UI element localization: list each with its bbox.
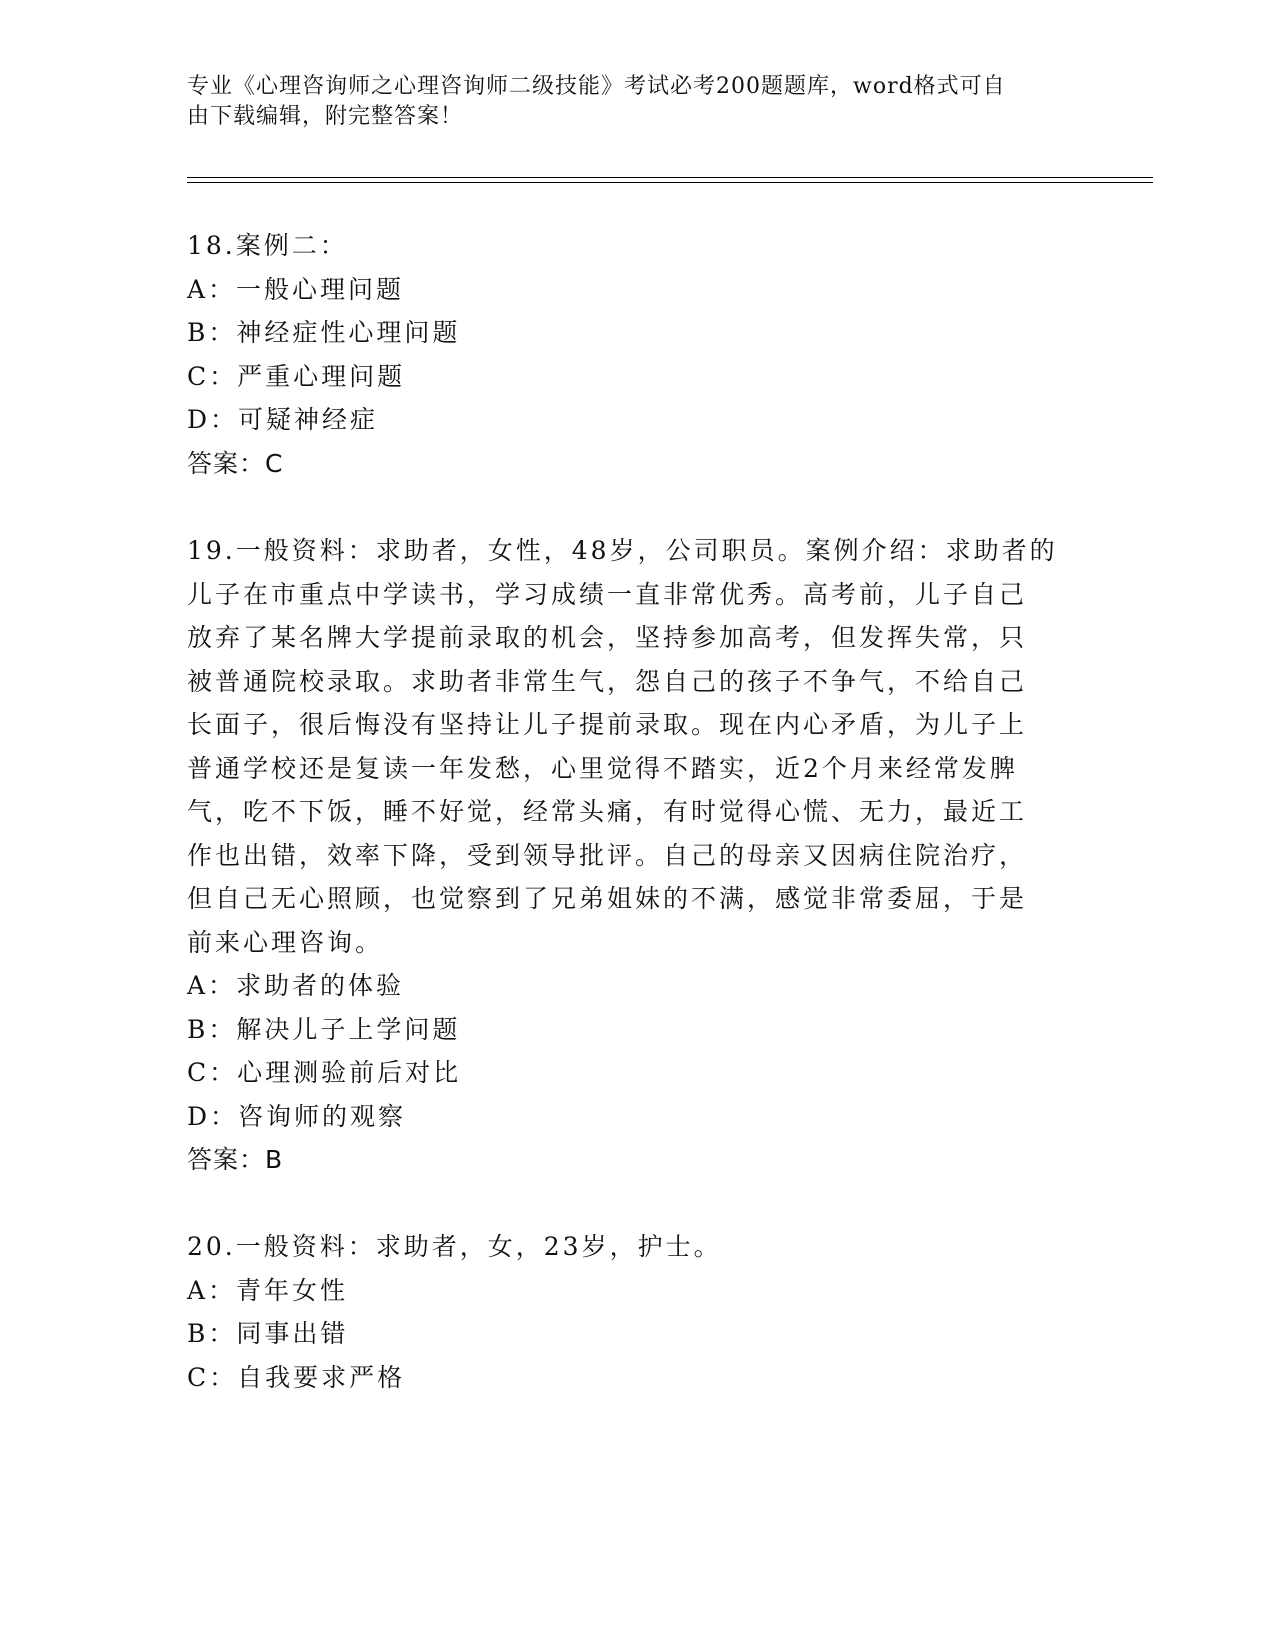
q20-option-a: A：青年女性	[187, 1276, 349, 1305]
q19-option-b: B：解决儿子上学问题	[187, 1015, 461, 1044]
q19-stem-line: 气，吃不下饭，睡不好觉，经常头痛，有时觉得心慌、无力，最近工	[187, 797, 1028, 826]
q18-stem-line: 18.案例二：	[187, 231, 348, 260]
q19-option-d: D：咨询师的观察	[187, 1102, 407, 1131]
header-line-1: 专业《心理咨询师之心理咨询师二级技能》考试必考200题题库，word格式可自	[187, 74, 1006, 99]
q19-stem-line: 被普通院校录取。求助者非常生气，怨自己的孩子不争气，不给自己	[187, 667, 1028, 696]
q18-answer: 答案：C	[187, 449, 284, 478]
document-header	[187, 72, 1087, 132]
q19-stem-line: 作也出错，效率下降，受到领导批评。自己的母亲又因病住院治疗，	[187, 841, 1028, 870]
q20-stem-line: 20.一般资料：求助者，女，23岁，护士。	[187, 1232, 722, 1261]
q19-stem-line: 前来心理咨询。	[187, 928, 384, 957]
q19-stem-line: 长面子，很后悔没有坚持让儿子提前录取。现在内心矛盾，为儿子上	[187, 710, 1028, 739]
header-rule-top	[187, 177, 1153, 178]
header-line-2: 由下载编辑，附完整答案！	[187, 104, 464, 129]
q19-option-c: C：心理测验前后对比	[187, 1058, 462, 1087]
q19-option-a: A：求助者的体验	[187, 971, 405, 1000]
q20-option-b: B：同事出错	[187, 1319, 349, 1348]
q18-option-b: B：神经症性心理问题	[187, 318, 461, 347]
q18-option-c: C：严重心理问题	[187, 362, 406, 391]
q19-stem-line: 普通学校还是复读一年发愁，心里觉得不踏实，近2个月来经常发脾	[187, 754, 1018, 783]
q18-option-d: D：可疑神经症	[187, 405, 379, 434]
q18-option-a: A：一般心理问题	[187, 275, 405, 304]
q19-stem-line: 放弃了某名牌大学提前录取的机会，坚持参加高考，但发挥失常，只	[187, 623, 1028, 652]
q19-stem-line: 19.一般资料：求助者，女性，48岁，公司职员。案例介绍：求助者的	[187, 536, 1058, 565]
q20-option-c: C：自我要求严格	[187, 1363, 406, 1392]
q19-stem-line: 但自己无心照顾，也觉察到了兄弟姐妹的不满，感觉非常委屈，于是	[187, 884, 1028, 913]
q19-answer: 答案：B	[187, 1145, 284, 1174]
header-rule-bottom	[187, 182, 1153, 183]
q19-stem-line: 儿子在市重点中学读书，学习成绩一直非常优秀。高考前，儿子自己	[187, 580, 1028, 609]
